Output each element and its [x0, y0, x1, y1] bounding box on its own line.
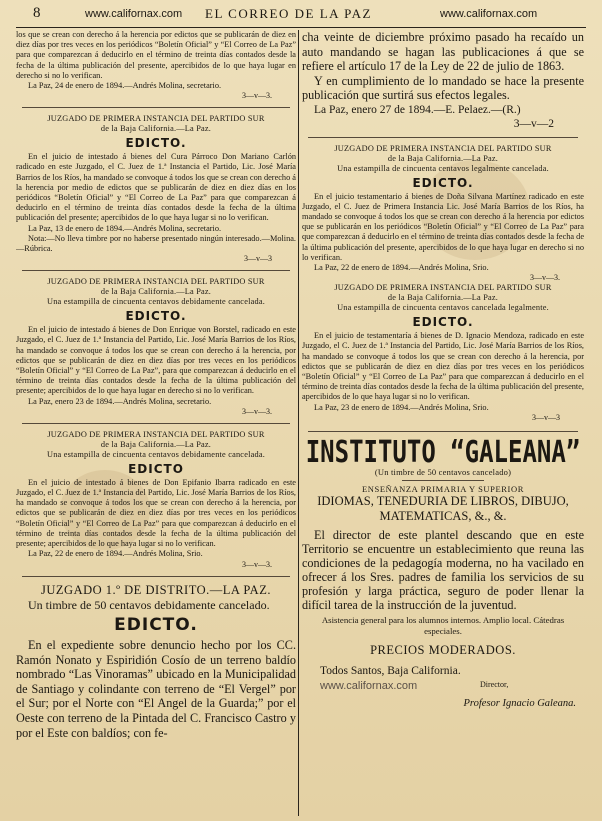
stamp-note: Una estampilla de cincuenta centavos debidamente cancelada.: [47, 449, 265, 459]
stamp-note: (Un timbre de 50 centavos cancelado): [374, 466, 512, 477]
court-heading: JUZGADO DE PRIMERA INSTANCIA DEL PARTIDO SUR: [334, 283, 552, 293]
stamp-note: Una estampilla de cincuenta centavos legalmente cancelada.: [337, 163, 549, 173]
notice-text: cha veinte de diciembre próximo pasado ha recaído un auto mandando se hagan las publicaciones á que se refiere el artículo 17 de la Ley de 22 de julio de 1863.: [302, 30, 584, 74]
subjects: IDIOMAS, TENEDURIA DE LIBROS, DIBUJO, MATEMATICAS, &., &.: [317, 493, 569, 523]
court-place: de la Baja California.—La Paz.: [100, 287, 212, 297]
newspaper-title: EL CORREO DE LA PAZ: [205, 6, 372, 21]
stamp-note: Una estampilla de cincuenta centavos cancelada legalmente.: [337, 303, 549, 313]
separator: [308, 431, 578, 432]
page-number: 8: [33, 5, 41, 21]
notice-number: 3—v—2: [513, 117, 554, 130]
court-heading: JUZGADO 1.º DE DISTRITO.—LA PAZ.: [41, 582, 271, 597]
page-header: [0, 0, 602, 24]
separator: [22, 107, 290, 108]
notice-text: En el juicio de intestado á bienes de Don Epifanio Ibarra radicado en este Juzgado, el C. Juez de 1.ª Instancia del Partido, Lic. José María Barrios de los Ríos, ha mandado se convoque á todos los que se crean con derecho á la herencia, por edictos que se publicarán de diez en diez días por tres veces en los periódicos “Boletín Oficial” y “El Correo de La Paz” para que comparezcan á deducirlo en el término de treinta días contados desde la fecha de la última publicación del presente; apercibidos de lo que haya lugar si no lo verifican.: [16, 477, 296, 549]
edict-heading: EDICTO.: [125, 309, 187, 324]
separator: [402, 480, 484, 481]
court-place: de la Baja California.—La Paz.: [387, 153, 499, 163]
notice-date: La Paz, 13 de enero de 1894.—Andrés Molina, secretario.: [28, 223, 222, 233]
left-column: [16, 30, 296, 816]
institute-name: INSTITUTO “GALEANA”: [305, 434, 581, 470]
right-column: [302, 30, 584, 816]
notice-text: Y en cumplimiento de lo mandado se hace la presente publicación que surtirá sus efectos legales.: [302, 73, 584, 103]
teaching-levels: ENSEÑANZA PRIMARIA Y SUPERIOR: [362, 483, 524, 494]
notice-note: Nota:—No lleva timbre por no haberse presentado ningún interesado.—Molina.—Rúbrica.: [16, 233, 296, 254]
notice-number: 3—v—3: [532, 412, 560, 422]
notice-text: En el expediente sobre denuncio hecho por los CC. Ramón Nonato y Espiridión Cosío de un terreno baldío nombrado “Las Vinoramas” ubicado en la Municipalidad de Santiago y colindante con terreno de “El Vergel” por el Sur; por el Norte con “El Angel de la Guarda;” por el Oeste con terreno de la Pintada del C. Francisco Castro y por el Este con baldíos; con fe-: [16, 638, 296, 740]
stamp-note: Un timbre de 50 centavos debidamente cancelado.: [28, 597, 270, 612]
column-rule: [298, 30, 299, 816]
separator: [308, 137, 578, 138]
notice-date: La Paz, 23 de enero de 1894.—Andrés Molina, Srio.: [314, 402, 489, 412]
notice-date: La Paz, enero 23 de 1894.—Andrés Molina, secretario.: [28, 396, 212, 406]
court-place: de la Baja California.—La Paz.: [387, 293, 499, 303]
separator: [22, 423, 290, 424]
institute-place: Todos Santos, Baja California.: [320, 664, 461, 677]
notice-text: En el juicio testamentario á bienes de Doña Silvana Martínez radicado en este Juzgado, el C. Juez de Primera Instancia Lic. José María Barrios de los Ríos, ha mandado se convoque á todos los que se crean con derecho á la herencia por edictos que se publicarán en los periódicos “Boletín Oficial” y “El Correo de La Paz” para que comparezcan á deducirlo en el término de treinta días contados desde la fecha de la última publicación del presente, apercibidos de lo que haya lugar en derecho si no lo verifican.: [302, 191, 584, 262]
edict-heading: EDICTO: [128, 461, 184, 476]
notice-number: 3—v—3.: [242, 91, 272, 101]
notice-number: 3—v—3.: [530, 273, 560, 283]
prices-heading: PRECIOS MODERADOS.: [370, 642, 516, 657]
watermark-url: www.californax.com: [320, 679, 418, 692]
notice-number: 3—v—3: [244, 254, 272, 264]
notice-date: La Paz, 22 de enero de 1894.—Andrés Molina, Srio.: [28, 549, 203, 559]
notice-number: 3—v—3.: [242, 406, 272, 416]
notice-text: los que se crean con derecho á la herencia por edictos que se publicarán de diez en diez días por tres veces en los periódicos “Boletín Oficial” y “El Correo de La Paz” para que comparezcan á deducirlo en el término de treinta días contados desde la fecha de la última publicación del presente, apercibidos de lo que haya lugar en derecho si no lo verifican.: [16, 30, 296, 80]
notice-date: La Paz, 24 de enero de 1894.—Andrés Molina, secretario.: [28, 81, 222, 91]
stamp-note: Una estampilla de cincuenta centavos debidamente cancelada.: [47, 297, 265, 307]
institute-assistance: Asistencia general para los alumnos internos. Amplio local. Cátedras especiales.: [321, 614, 565, 636]
notice-date: La Paz, enero 27 de 1894.—E. Pelaez.—(R.): [314, 103, 521, 116]
separator: [22, 270, 290, 271]
court-place: de la Baja California.—La Paz.: [100, 439, 212, 449]
edict-heading: EDICTO.: [125, 136, 187, 151]
edict-heading: EDICTO.: [412, 315, 474, 330]
notice-text: En el juicio de intestado á bienes del Cura Párroco Don Mariano Carlón radicado en este Juzgado, el C. Juez de 1.ª Instancia el Partido, Lic. José María Barrios de los Ríos, ha mandado se convoque á todos los que se crean con derecho á la herencia por medio de edictos que se publicarán de diez en diez días en los periódicos “Boletín Oficial” y “El Correo de La Paz” para que comparezcan á deducirlo en el término de treinta días contados desde la fecha de la última publicación del presente; apercibidos de lo que haya lugar si no lo verifican.: [16, 152, 296, 223]
separator: [22, 576, 290, 577]
court-place: de la Baja California.—La Paz.: [100, 124, 212, 134]
director-signature: Profesor Ignacio Galeana.: [463, 697, 576, 709]
court-heading: JUZGADO DE PRIMERA INSTANCIA DEL PARTIDO SUR: [47, 114, 265, 124]
header-rule: [16, 27, 586, 28]
court-heading: JUZGADO DE PRIMERA INSTANCIA DEL PARTIDO SUR: [47, 277, 265, 287]
edict-heading: EDICTO.: [412, 175, 474, 190]
watermark-url: www.californax.com: [85, 8, 183, 20]
director-title: Director,: [480, 679, 509, 689]
institute-text: El director de este plantel descando que en este Territorio se encuentre un establecimiento que reuna las condiciones de la pedagogía moderna, no ha vacilado en ofrecer á los Sres. padres de familia los servicios de su profesión y larga práctica, seguro de poder llenar la difícil tarea de la instrucción de la juventud.: [302, 527, 584, 612]
notice-text: En el juicio de intestado á bienes de Don Enrique von Borstel, radicado en este Juzgado, el C. Juez de 1.ª Instancia del Partido, Lic. José María Barrios de los Ríos, ha mandado se convoque á todos los que se crean con derecho á la herencia, por edictos que se publicarán de diez en diez días por tres veces en los periódicos “Boletín Oficial” y “El Correo de La Paz”, para que comparezcan á deducirlo en el término de treinta días contados desde la fecha de la última publicación del presente; apercibidos de lo que haya lugar en derecho si no lo verifican.: [16, 325, 296, 396]
watermark-url: www.californax.com: [440, 8, 538, 20]
notice-date: La Paz, 22 de enero de 1894.—Andrés Molina, Srio.: [314, 262, 489, 272]
court-heading: JUZGADO DE PRIMERA INSTANCIA DEL PARTIDO SUR: [334, 143, 552, 153]
notice-number: 3—v—3.: [242, 559, 272, 569]
court-heading: JUZGADO DE PRIMERA INSTANCIA DEL PARTIDO SUR: [47, 429, 265, 439]
edict-heading: EDICTO.: [114, 615, 198, 636]
notice-text: En el juicio de testamentaría á bienes de D. Ignacio Mendoza, radicado en este Juzgado, el C. Juez de 1.ª Instancia del Partido, Lic. José María Barrios de los Ríos, ha mandado se convoque á todos los que se crean con derecho á la herencia, por edictos que se publicarán de diez en diez días por tres veces en los periódicos “Boletín Oficial” y “El Correo de La Paz” para que comparezcan á deducirlo en el término de treinta días contados desde la fecha de la última publicación del presente, apercibidos de lo que haya lugar si no lo verifican.: [302, 331, 584, 402]
